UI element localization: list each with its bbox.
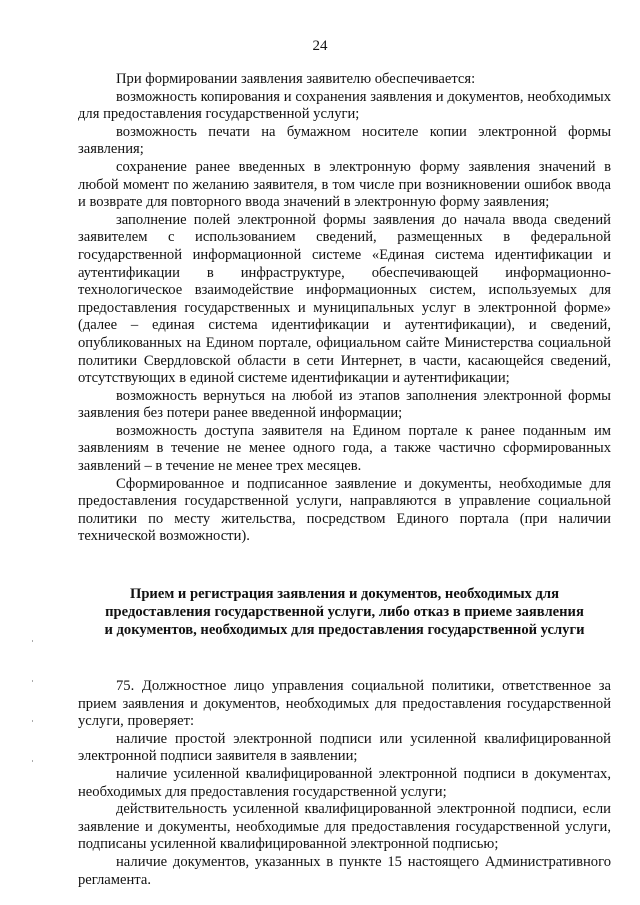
paragraph: 75. Должностное лицо управления социальной политики, ответственное за прием заявления и документов, необходимых для предоставления государственной услуги, проверяет:: [78, 678, 611, 730]
paragraph: возможность доступа заявителя на Едином портале к ранее поданным им заявлениям в течение не менее одного года, а также частично сформированных заявлений – в течение не менее трех месяцев.: [78, 422, 611, 475]
paragraph: возможность копирования и сохранения заявления и документов, необходимых для предоставления государственной услуги;: [78, 88, 611, 123]
section-heading-line: и документов, необходимых для предоставления государственной услуги: [104, 622, 585, 639]
page-number: 24: [312, 38, 328, 54]
paragraph: возможность вернуться на любой из этапов заполнения электронной формы заявления без потери ранее введенной информации;: [78, 387, 611, 422]
paragraph: наличие простой электронной подписи или усиленной квалифицированной электронной подписи заявителя в заявлении;: [78, 730, 611, 765]
document-body: [78, 71, 611, 889]
section-heading-line: Прием и регистрация заявления и документов, необходимых для: [129, 586, 560, 603]
paragraph: При формировании заявления заявителю обеспечивается:: [116, 71, 476, 87]
paragraph: Сформированное и подписанное заявление и документы, необходимые для предоставления государственной услуги, направляются в управление социальной политики по месту жительства, посредством Единого портала (при наличии технической возможности).: [78, 475, 611, 545]
paragraph: наличие усиленной квалифицированной электронной подписи в документах, необходимых для предоставления государственной услуги;: [78, 766, 611, 800]
margin-scan-marks: [32, 640, 34, 800]
paragraph: сохранение ранее введенных в электронную форму заявления значений в любой момент по желанию заявителя, в том числе при возникновении ошибок ввода и возврате для повторного ввода значений в электронную форму заявления;: [78, 158, 611, 211]
paragraph: наличие документов, указанных в пункте 15 настоящего Административного регламента.: [78, 853, 611, 888]
paragraph: заполнение полей электронной формы заявления до начала ввода сведений заявителем с использованием сведений, размещенных в федеральной государственной информационной системе «Единая система идентификации и аутентификации в инфраструктуре, обеспечивающей информационно-технологическое взаимодействие информационных систем, используемых для предоставления государственных и муниципальных услуг в электронной форме» (далее – единая система идентификации и аутентификации), и сведений, опубликованных на Едином портале, официальном сайте Министерства социальной политики Свердловской области в сети Интернет, в части, касающейся сведений, отсутствующих в единой системе идентификации и аутентификации;: [78, 211, 611, 387]
paragraph: возможность печати на бумажном носителе копии электронной формы заявления;: [78, 123, 611, 158]
section-heading: [78, 585, 611, 639]
section-heading-line: предоставления государственной услуги, либо отказ в приеме заявления: [105, 604, 584, 621]
paragraph: действительность усиленной квалифицированной электронной подписи, если заявление и документы, необходимые для предоставления государственной услуги, подписаны усиленной квалифицированной электронной подписью;: [78, 801, 611, 853]
